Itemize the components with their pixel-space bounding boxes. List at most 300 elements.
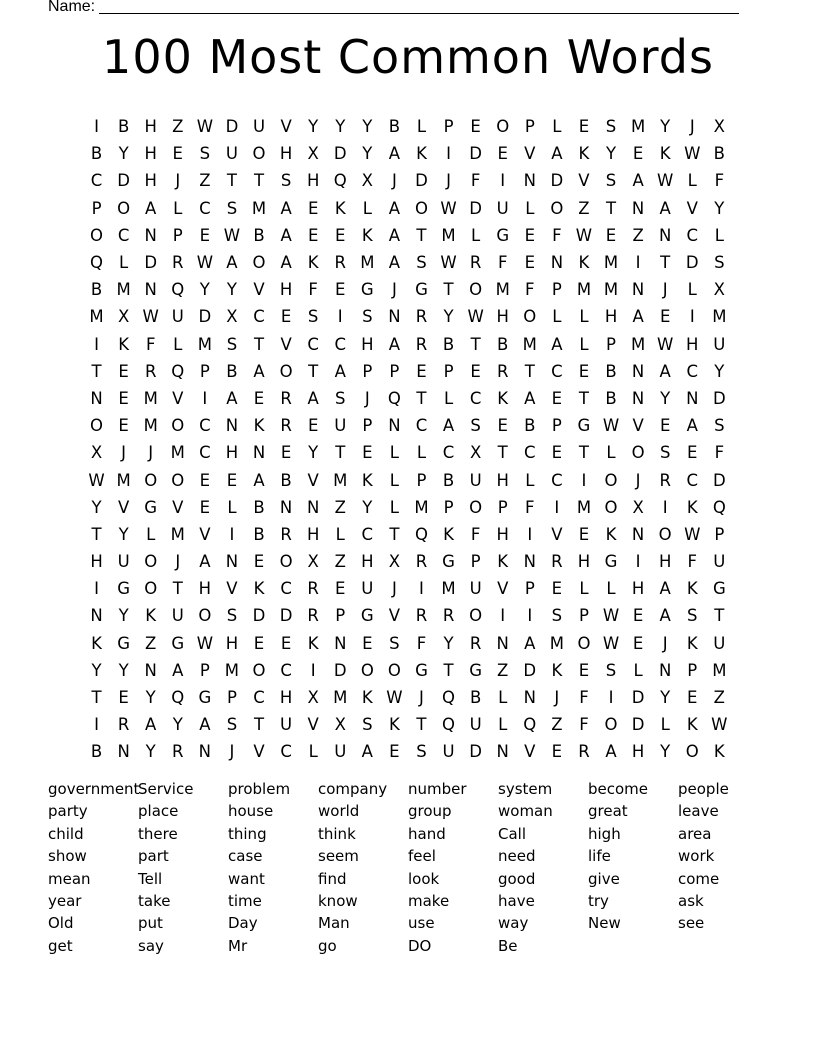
- grid-letter: C: [469, 388, 482, 408]
- word-column: [228, 778, 318, 957]
- word-item: Old: [48, 914, 74, 933]
- grid-letter: B: [469, 688, 482, 708]
- word-item: world: [318, 802, 360, 821]
- grid-letter: E: [362, 633, 373, 653]
- word-item: year: [48, 891, 82, 910]
- grid-letter: I: [635, 552, 641, 572]
- grid-row: [83, 521, 733, 548]
- grid-letter: A: [145, 198, 157, 218]
- grid-letter: E: [199, 225, 211, 245]
- grid-letter: E: [118, 688, 129, 708]
- grid-letter: Y: [443, 307, 454, 327]
- grid-letter: T: [470, 334, 481, 354]
- grid-letter: E: [335, 579, 346, 599]
- grid-letter: G: [360, 606, 374, 626]
- word-item: Tell: [138, 869, 163, 888]
- grid-letter: M: [116, 280, 131, 300]
- grid-letter: M: [414, 497, 429, 517]
- grid-row: [83, 167, 733, 194]
- grid-letter: T: [253, 715, 265, 735]
- grid-letter: U: [713, 334, 726, 354]
- grid-letter: C: [280, 660, 292, 680]
- grid-letter: O: [279, 361, 293, 381]
- word-item: group: [408, 802, 452, 821]
- grid-letter: V: [388, 606, 401, 626]
- grid-letter: O: [550, 198, 564, 218]
- grid-letter: P: [524, 117, 535, 137]
- word-column: [498, 778, 588, 957]
- grid-letter: S: [714, 416, 725, 436]
- grid-letter: P: [497, 497, 508, 517]
- grid-letter: F: [145, 334, 156, 354]
- grid-letter: C: [280, 742, 292, 762]
- grid-letter: C: [686, 470, 699, 490]
- grid-letter: O: [469, 280, 483, 300]
- grid-letter: T: [416, 388, 427, 408]
- grid-letter: D: [550, 171, 564, 191]
- grid-letter: I: [229, 524, 235, 544]
- grid-letter: B: [388, 117, 401, 137]
- grid-letter: B: [280, 470, 292, 490]
- grid-letter: Z: [172, 117, 184, 137]
- word-item: see: [678, 914, 705, 933]
- grid-letter: Y: [714, 198, 725, 218]
- grid-letter: B: [90, 280, 103, 300]
- grid-letter: T: [578, 388, 589, 408]
- grid-letter: E: [632, 144, 644, 164]
- grid-letter: K: [686, 579, 698, 599]
- grid-letter: B: [497, 334, 509, 354]
- grid-letter: Y: [443, 633, 454, 653]
- grid-letter: M: [630, 334, 646, 354]
- grid-letter: H: [577, 552, 591, 572]
- grid-letter: H: [496, 470, 509, 490]
- grid-letter: L: [687, 171, 697, 191]
- grid-letter: S: [605, 171, 617, 191]
- grid-letter: C: [415, 416, 428, 436]
- word-item: take: [138, 891, 171, 910]
- grid-letter: E: [416, 361, 427, 381]
- grid-letter: K: [605, 524, 617, 544]
- grid-letter: J: [689, 117, 695, 137]
- grid-letter: X: [632, 497, 644, 517]
- grid-letter: F: [714, 171, 725, 191]
- grid-letter: D: [469, 742, 482, 762]
- word-item: use: [408, 914, 435, 933]
- word-item: make: [408, 891, 450, 910]
- grid-letter: L: [498, 715, 508, 735]
- grid-letter: B: [605, 361, 617, 381]
- grid-letter: U: [334, 742, 347, 762]
- grid-letter: C: [117, 225, 130, 245]
- grid-letter: B: [117, 117, 130, 137]
- grid-letter: K: [578, 144, 590, 164]
- letter-grid: [83, 113, 733, 766]
- grid-letter: R: [415, 334, 428, 354]
- grid-letter: V: [172, 497, 184, 517]
- grid-letter: E: [497, 416, 508, 436]
- grid-letter: B: [226, 361, 238, 381]
- grid-letter: L: [119, 253, 129, 273]
- grid-letter: T: [660, 253, 671, 273]
- grid-letter: G: [577, 416, 591, 436]
- word-item: feel: [408, 847, 436, 866]
- grid-letter: C: [253, 688, 265, 708]
- grid-letter: L: [362, 198, 372, 218]
- grid-letter: D: [144, 253, 158, 273]
- word-item: way: [498, 914, 529, 933]
- grid-letter: C: [361, 524, 374, 544]
- grid-letter: U: [280, 715, 293, 735]
- word-item: DO: [408, 936, 432, 955]
- grid-row: [83, 140, 733, 167]
- grid-letter: N: [225, 416, 239, 436]
- grid-letter: L: [660, 715, 670, 735]
- grid-letter: W: [602, 606, 620, 626]
- grid-letter: R: [578, 742, 590, 762]
- grid-letter: R: [280, 524, 292, 544]
- grid-letter: B: [713, 144, 725, 164]
- word-item: child: [48, 824, 84, 843]
- grid-letter: O: [117, 198, 131, 218]
- grid-letter: A: [632, 171, 644, 191]
- grid-letter: A: [632, 307, 644, 327]
- grid-letter: I: [94, 334, 99, 354]
- grid-row: [83, 630, 733, 657]
- word-item: try: [588, 891, 609, 910]
- word-item: great: [588, 802, 628, 821]
- grid-letter: W: [142, 307, 159, 327]
- word-list: [48, 778, 768, 957]
- word-item: come: [678, 869, 720, 888]
- grid-letter: H: [198, 579, 212, 599]
- grid-letter: P: [199, 361, 210, 381]
- grid-letter: E: [199, 497, 211, 517]
- grid-letter: R: [172, 742, 184, 762]
- grid-letter: P: [199, 660, 210, 680]
- grid-letter: X: [713, 117, 725, 137]
- grid-letter: P: [362, 361, 373, 381]
- grid-letter: R: [659, 470, 671, 490]
- grid-letter: N: [144, 280, 157, 300]
- grid-letter: U: [713, 552, 726, 572]
- grid-letter: K: [497, 388, 509, 408]
- grid-letter: W: [223, 225, 241, 245]
- grid-letter: O: [252, 660, 266, 680]
- grid-letter: N: [523, 171, 536, 191]
- grid-letter: F: [579, 715, 589, 735]
- grid-letter: W: [196, 633, 214, 653]
- grid-letter: W: [467, 307, 484, 327]
- grid-letter: Y: [118, 660, 129, 680]
- grid-letter: O: [604, 497, 618, 517]
- grid-letter: O: [604, 470, 618, 490]
- grid-letter: M: [441, 579, 456, 599]
- word-item: life: [588, 847, 611, 866]
- word-item: have: [498, 891, 535, 910]
- word-item: show: [48, 847, 87, 866]
- grid-letter: R: [551, 552, 563, 572]
- grid-letter: B: [605, 388, 617, 408]
- grid-row: [83, 385, 733, 412]
- grid-letter: A: [388, 198, 401, 218]
- grid-letter: K: [253, 416, 265, 436]
- grid-letter: E: [280, 443, 292, 463]
- grid-letter: H: [686, 334, 699, 354]
- grid-letter: H: [90, 552, 103, 572]
- grid-letter: R: [117, 715, 130, 735]
- grid-letter: N: [306, 497, 320, 517]
- grid-letter: B: [524, 416, 536, 436]
- grid-letter: Q: [171, 280, 185, 300]
- grid-letter: R: [144, 361, 157, 381]
- grid-letter: F: [308, 280, 318, 300]
- grid-letter: E: [280, 633, 292, 653]
- grid-letter: P: [389, 361, 400, 381]
- grid-letter: W: [196, 253, 214, 273]
- name-blank-line: [99, 0, 739, 14]
- grid-letter: E: [389, 742, 400, 762]
- grid-letter: U: [252, 117, 266, 137]
- grid-letter: P: [687, 660, 698, 680]
- grid-letter: K: [361, 225, 373, 245]
- grid-letter: Q: [90, 253, 104, 273]
- grid-letter: Q: [171, 361, 185, 381]
- grid-letter: I: [635, 253, 641, 273]
- grid-letter: J: [391, 280, 397, 300]
- grid-letter: H: [144, 144, 157, 164]
- grid-letter: A: [280, 198, 292, 218]
- grid-letter: A: [605, 742, 617, 762]
- grid-letter: D: [712, 470, 726, 490]
- word-item: become: [588, 780, 649, 798]
- grid-row: [83, 412, 733, 439]
- grid-letter: V: [199, 524, 211, 544]
- grid-letter: U: [496, 198, 509, 218]
- grid-letter: V: [253, 280, 265, 300]
- grid-letter: L: [146, 524, 156, 544]
- grid-letter: A: [388, 144, 401, 164]
- grid-letter: A: [442, 416, 455, 436]
- grid-letter: E: [172, 144, 183, 164]
- grid-letter: Y: [118, 144, 129, 164]
- grid-letter: S: [362, 715, 373, 735]
- grid-letter: U: [225, 144, 238, 164]
- grid-letter: T: [91, 361, 102, 381]
- grid-letter: I: [94, 715, 99, 735]
- grid-letter: I: [527, 524, 533, 544]
- word-item: want: [228, 869, 265, 888]
- grid-letter: X: [226, 307, 238, 327]
- grid-letter: K: [307, 253, 319, 273]
- grid-letter: O: [198, 606, 212, 626]
- word-item: seem: [318, 847, 359, 866]
- grid-letter: F: [579, 688, 589, 708]
- grid-letter: V: [524, 742, 536, 762]
- grid-letter: K: [388, 715, 400, 735]
- grid-letter: Y: [308, 117, 319, 137]
- grid-letter: L: [552, 307, 562, 327]
- grid-letter: S: [362, 307, 373, 327]
- name-field: [48, 0, 748, 18]
- grid-letter: T: [443, 660, 454, 680]
- grid-row: [83, 657, 733, 684]
- word-item: say: [138, 936, 164, 955]
- grid-letter: P: [606, 334, 616, 354]
- grid-letter: O: [252, 253, 266, 273]
- grid-letter: K: [253, 579, 265, 599]
- grid-letter: Y: [335, 117, 346, 137]
- grid-letter: A: [659, 606, 671, 626]
- grid-letter: D: [631, 688, 645, 708]
- grid-letter: N: [144, 660, 157, 680]
- grid-letter: C: [90, 171, 103, 191]
- grid-letter: R: [415, 606, 428, 626]
- grid-letter: A: [334, 361, 346, 381]
- grid-letter: N: [496, 633, 509, 653]
- grid-letter: M: [522, 334, 537, 354]
- grid-letter: Z: [713, 688, 725, 708]
- grid-letter: C: [551, 470, 563, 490]
- grid-letter: L: [416, 117, 427, 137]
- grid-letter: N: [631, 361, 645, 381]
- grid-letter: W: [684, 144, 701, 164]
- grid-letter: G: [496, 225, 510, 245]
- grid-letter: J: [446, 171, 451, 191]
- word-item: number: [408, 780, 467, 798]
- grid-letter: L: [471, 225, 481, 245]
- grid-letter: S: [416, 742, 427, 762]
- grid-letter: N: [496, 742, 509, 762]
- grid-letter: F: [687, 552, 697, 572]
- grid-letter: E: [199, 470, 211, 490]
- grid-letter: F: [714, 443, 725, 463]
- grid-letter: U: [171, 307, 184, 327]
- grid-letter: H: [604, 307, 618, 327]
- grid-letter: G: [117, 579, 131, 599]
- grid-letter: A: [551, 144, 563, 164]
- word-column: [408, 778, 498, 957]
- grid-letter: I: [662, 497, 668, 517]
- grid-letter: E: [578, 524, 590, 544]
- word-item: find: [318, 869, 347, 888]
- grid-letter: P: [443, 497, 454, 517]
- grid-letter: O: [90, 416, 104, 436]
- grid-letter: D: [631, 715, 645, 735]
- grid-letter: U: [361, 579, 374, 599]
- grid-letter: P: [551, 416, 562, 436]
- grid-letter: N: [90, 388, 103, 408]
- page-title: 100 Most Common Words: [102, 30, 714, 84]
- grid-letter: J: [662, 280, 668, 300]
- grid-letter: A: [659, 198, 671, 218]
- grid-letter: I: [527, 606, 533, 626]
- word-column: [678, 778, 768, 957]
- grid-letter: X: [388, 552, 401, 572]
- grid-letter: R: [280, 416, 292, 436]
- grid-letter: Y: [145, 688, 156, 708]
- grid-letter: M: [333, 688, 348, 708]
- grid-letter: R: [172, 253, 184, 273]
- grid-letter: L: [606, 579, 616, 599]
- grid-letter: I: [202, 388, 208, 408]
- grid-letter: Z: [497, 660, 509, 680]
- grid-letter: D: [469, 198, 482, 218]
- grid-letter: O: [252, 144, 266, 164]
- grid-letter: N: [631, 524, 645, 544]
- grid-letter: U: [469, 715, 482, 735]
- grid-letter: K: [659, 144, 671, 164]
- grid-letter: I: [689, 307, 695, 327]
- grid-letter: O: [523, 307, 537, 327]
- word-item: look: [408, 869, 440, 888]
- grid-letter: E: [659, 307, 671, 327]
- grid-letter: R: [496, 361, 509, 381]
- grid-letter: E: [226, 470, 238, 490]
- grid-letter: Z: [199, 171, 211, 191]
- grid-row: [83, 602, 733, 629]
- grid-letter: E: [551, 742, 563, 762]
- grid-letter: E: [307, 198, 319, 218]
- grid-letter: S: [714, 253, 725, 273]
- grid-letter: L: [173, 334, 183, 354]
- grid-letter: Z: [334, 497, 346, 517]
- grid-letter: O: [469, 497, 483, 517]
- grid-letter: S: [226, 334, 238, 354]
- grid-letter: M: [603, 280, 619, 300]
- grid-letter: S: [551, 606, 563, 626]
- grid-letter: V: [307, 715, 319, 735]
- grid-letter: W: [602, 416, 620, 436]
- word-item: good: [498, 869, 536, 888]
- grid-letter: E: [524, 225, 535, 245]
- word-column: [318, 778, 408, 957]
- grid-letter: O: [604, 715, 618, 735]
- grid-letter: A: [659, 579, 671, 599]
- grid-letter: L: [633, 660, 643, 680]
- grid-letter: F: [525, 497, 535, 517]
- grid-letter: A: [199, 715, 211, 735]
- grid-letter: S: [605, 117, 617, 137]
- grid-letter: S: [470, 416, 481, 436]
- grid-letter: Z: [334, 552, 346, 572]
- grid-letter: A: [524, 633, 536, 653]
- word-item: area: [678, 824, 712, 843]
- grid-letter: L: [173, 198, 183, 218]
- grid-letter: J: [391, 579, 397, 599]
- grid-letter: E: [307, 225, 319, 245]
- grid-letter: E: [659, 416, 671, 436]
- grid-letter: E: [687, 688, 698, 708]
- grid-letter: M: [360, 253, 375, 273]
- grid-row: [83, 331, 733, 358]
- grid-letter: S: [226, 606, 238, 626]
- grid-letter: V: [117, 497, 130, 517]
- grid-letter: B: [90, 742, 103, 762]
- grid-letter: H: [306, 524, 320, 544]
- grid-letter: E: [118, 416, 129, 436]
- grid-letter: F: [525, 280, 535, 300]
- grid-letter: I: [446, 144, 451, 164]
- grid-letter: N: [550, 253, 564, 273]
- grid-letter: M: [441, 225, 456, 245]
- grid-letter: V: [307, 470, 319, 490]
- grid-letter: O: [631, 443, 645, 463]
- grid-letter: X: [117, 307, 130, 327]
- grid-letter: F: [470, 171, 481, 191]
- grid-letter: D: [252, 606, 266, 626]
- grid-letter: T: [172, 579, 183, 599]
